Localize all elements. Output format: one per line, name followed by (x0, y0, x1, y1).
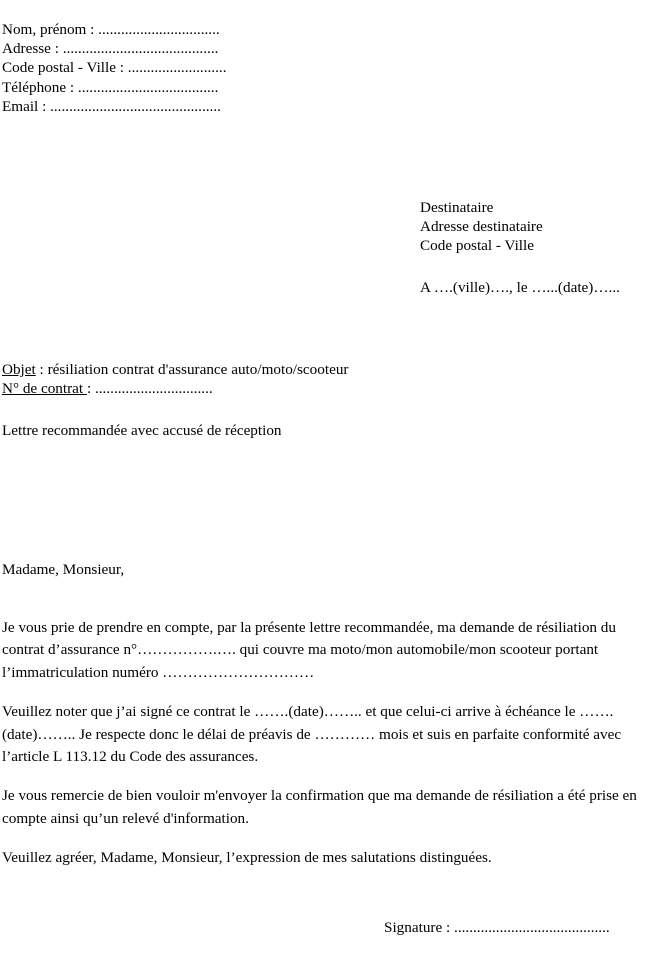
sender-postal-city-line: Code postal - Ville : .......................... (2, 59, 227, 77)
body-paragraph-1: Je vous prie de prendre en compte, par la présente lettre recommandée, ma demande de résiliation du contrat d’assurance n°…………….…. qui couvre ma moto/mon automobile/mon scooteur portant l’immatriculation numéro ………………………… (2, 619, 616, 681)
letter-body (2, 617, 650, 870)
contract-number-value: : ............................... (86, 380, 213, 398)
sender-phone-line: Téléphone : ..................................... (2, 78, 219, 96)
place-and-date-line: A ….(ville)…., le …...(date)…... (420, 279, 620, 296)
object-line (2, 360, 642, 379)
contract-number-line (2, 379, 642, 398)
sender-address-line: Adresse : ......................................... (2, 40, 219, 58)
registered-mail-notice: Lettre recommandée avec accusé de réception (2, 422, 282, 439)
salutation-line: Madame, Monsieur, (2, 561, 125, 578)
body-paragraph-3: Je vous remercie de bien vouloir m'envoyer la confirmation que ma demande de résiliation a été prise en compte ainsi qu’un relevé d'information. (2, 787, 637, 827)
body-paragraph-4: Veuillez agréer, Madame, Monsieur, l’expression de mes salutations distinguées. (2, 849, 492, 867)
object-label: Objet (2, 361, 36, 378)
sender-name-line: Nom, prénom : ................................ (2, 21, 220, 38)
contract-number-label: N° de contrat (2, 380, 87, 398)
recipient-address-block (420, 198, 652, 256)
object-text: : résiliation contrat d'assurance auto/moto/scooteur (35, 361, 349, 378)
body-paragraph-2: Veuillez noter que j’ai signé ce contrat le …….(date)…….. et que celui-ci arrive à échéance le …….(date)…….. Je respecte donc le délai de préavis de ………… mois et suis en parfaite conformité avec l’article L 113.12 du Code des assurances. (2, 703, 622, 766)
signature-line: Signature : ......................................... (384, 919, 610, 936)
recipient-name-line: Destinataire (420, 199, 494, 216)
sender-email-line: Email : ............................................. (2, 97, 221, 115)
sender-identity-block (2, 20, 422, 116)
subject-block (2, 360, 642, 398)
recipient-address-line: Adresse destinataire (420, 218, 543, 236)
recipient-postal-city-line: Code postal - Ville (420, 237, 534, 255)
